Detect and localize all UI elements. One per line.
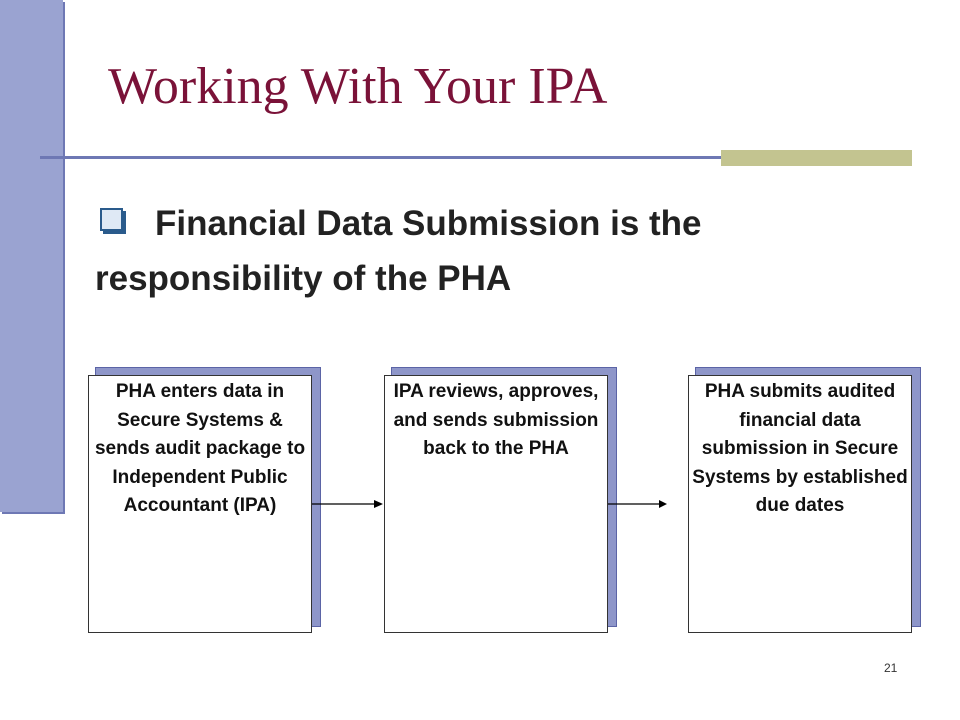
checkbox-bullet-icon <box>100 208 123 231</box>
title-underline-accent <box>721 150 912 166</box>
bullet-text: Financial Data Submission is the responsibility of the PHA <box>95 204 702 298</box>
step-2-text: IPA reviews, approves, and sends submission back to the PHA <box>393 381 599 459</box>
page-number: 21 <box>884 661 898 675</box>
step-1-box <box>88 375 312 633</box>
decorative-side-bar <box>0 0 63 512</box>
step-1-text: PHA enters data in Secure Systems & sends audit package to Independent Public Accountant (IPA) <box>94 381 306 516</box>
slide-title: Working With Your IPA <box>108 58 608 115</box>
step-2-box <box>384 375 608 633</box>
step-3-box <box>688 375 912 633</box>
arrow-step1-to-step2 <box>312 496 384 512</box>
arrow-step2-to-step3 <box>608 496 668 512</box>
step-3-text: PHA submits audited financial data submission in Secure Systems by established due dates <box>692 381 908 516</box>
bullet-point <box>95 196 855 306</box>
